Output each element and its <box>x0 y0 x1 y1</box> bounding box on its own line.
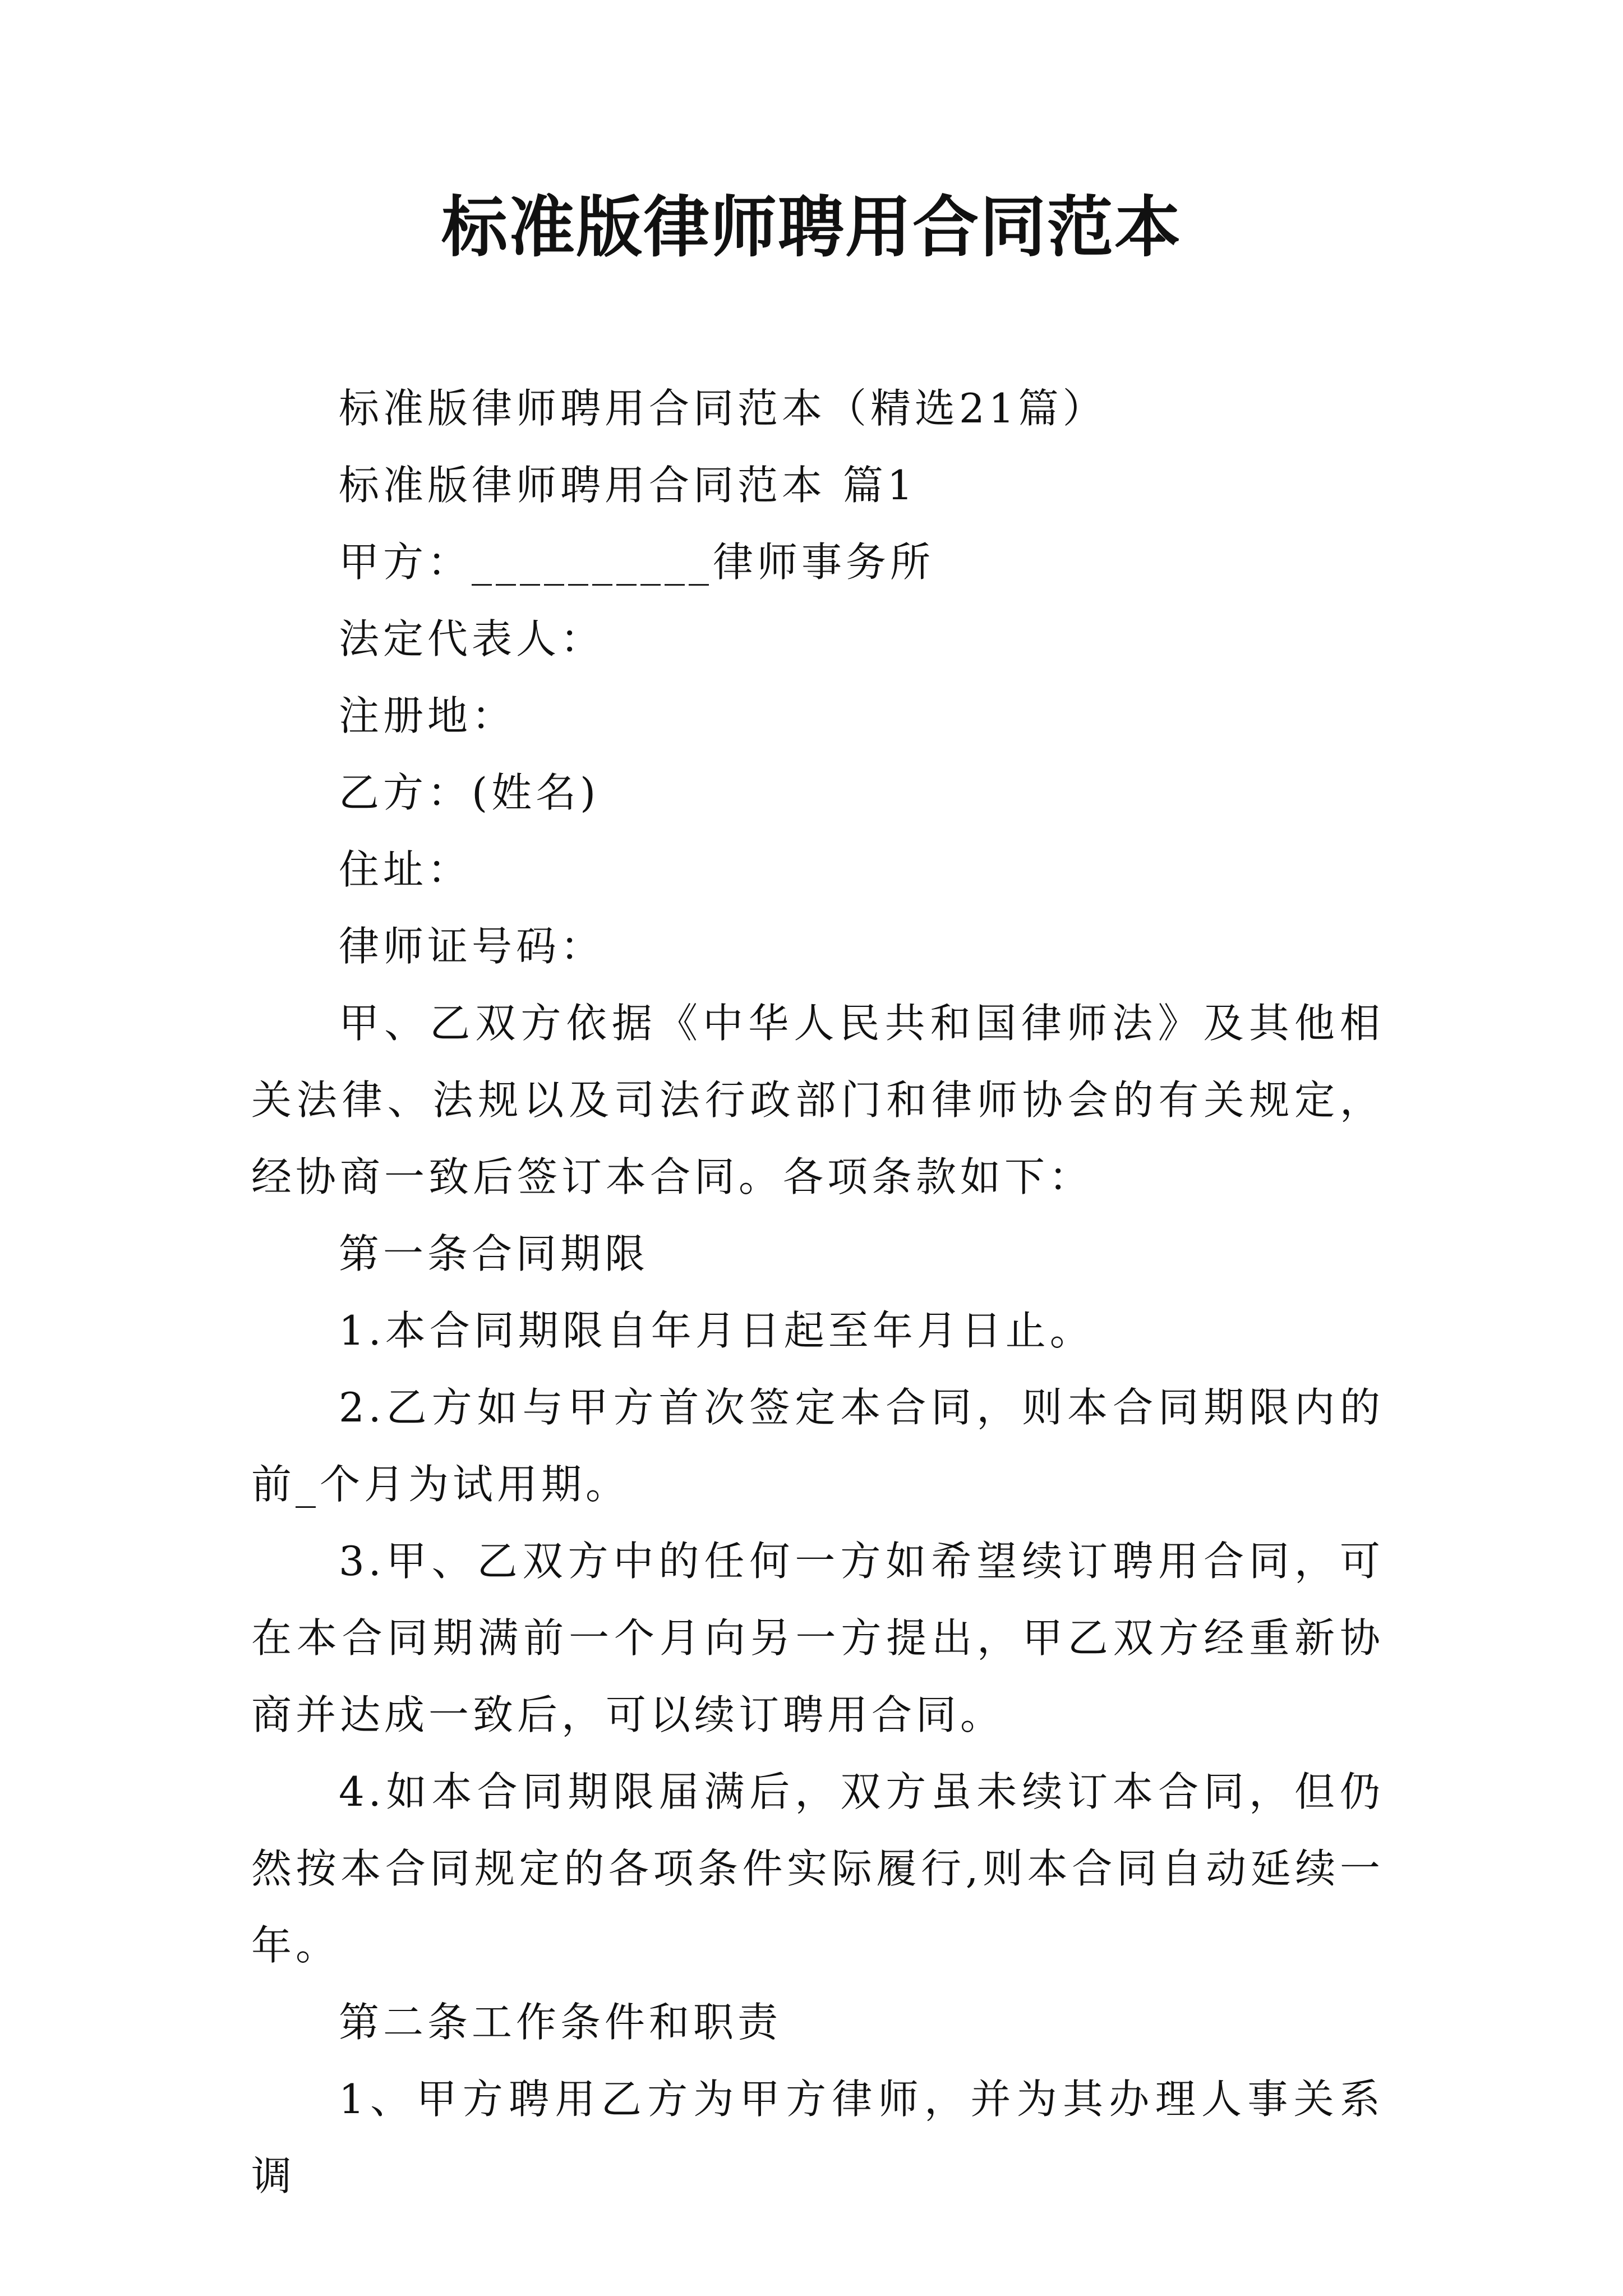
document-title: 标准版律师聘用合同范本 <box>441 188 1182 266</box>
article-1-heading: 第一条合同期限 <box>339 1230 649 1277</box>
legal-representative-line: 法定代表人： <box>339 615 605 662</box>
preamble-paragraph: 甲、乙双方依据《中华人民共和国律师法》及其他相关法律、法规以及司法行政部门和律师协会的有关规定，经协商一致后签订本合同。各项条款如下： <box>251 1000 1384 1200</box>
clause-1-4: 4.如本合同期限届满后，双方虽未续订本合同，但仍然按本合同规定的各项条件实际履行,则本合同自动延续一年。 <box>251 1768 1384 1969</box>
address-line: 住址： <box>339 846 472 893</box>
clause-1-2: 2.乙方如与甲方首次签定本合同，则本合同期限内的前_个月为试用期。 <box>251 1384 1384 1508</box>
article-2-heading: 第二条工作条件和职责 <box>339 1999 782 2046</box>
registered-address-line: 注册地： <box>339 692 517 739</box>
clause-1-3: 3.甲、乙双方中的任何一方如希望续订聘用合同，可在本合同期满前一个月向另一方提出，甲乙双方经重新协商并达成一致后，可以续订聘用合同。 <box>251 1538 1384 1738</box>
party-a-line: 甲方：__________律师事务所 <box>339 539 935 586</box>
subtitle-paragraph: 标准版律师聘用合同范本（精选21篇） <box>339 385 1107 432</box>
section-heading: 标准版律师聘用合同范本 篇1 <box>339 462 917 509</box>
clause-2-1: 1、甲方聘用乙方为甲方律师，并为其办理人事关系调 <box>251 2076 1384 2200</box>
party-b-line: 乙方：(姓名) <box>339 769 600 816</box>
document-body <box>251 370 1384 2215</box>
clause-1-1: 1.本合同期限自年月日起至年月日止。 <box>339 1307 1094 1354</box>
license-number-line: 律师证号码： <box>339 923 605 970</box>
